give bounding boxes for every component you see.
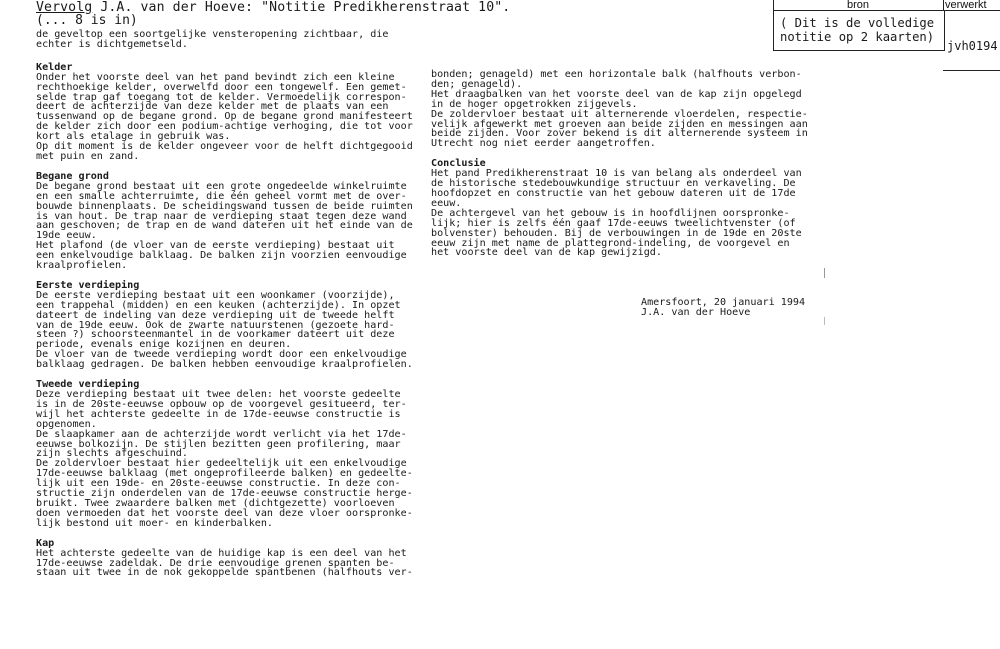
text-line: Het draagbalken van het voorste deel van de kap zijn opgelegd xyxy=(431,88,802,100)
stamp-note-line-1: ( Dit is de volledige xyxy=(780,16,935,30)
signature-block xyxy=(641,298,805,318)
section-heading: Kap xyxy=(36,537,55,549)
text-line: eeuw zijn met name de plattegrond-indeling, de voorgevel en xyxy=(431,237,790,249)
section-begane-grond xyxy=(36,172,413,271)
text-line: tussenwand op de begane grond. Op de begane grond manifesteert xyxy=(36,111,413,123)
stamp-note-box xyxy=(773,10,945,51)
text-line: is van hout. De trap naar de verdieping staat tegen deze wand xyxy=(36,210,407,222)
text-line: echter is dichtgemetseld. xyxy=(36,38,188,50)
text-line: bonden; genageld) met een horizontale balk (halfhouts verbon- xyxy=(431,69,802,80)
text-line: doen vermoeden dat het voorste deel van deze vloer oorspronke- xyxy=(36,507,413,519)
text-line: het voorste deel van de kap gewijzigd. xyxy=(431,247,662,259)
text-line: staan uit twee in de nok gekoppelde spantbenen (halfhouts ver- xyxy=(36,567,413,579)
text-line: steen ?) schoorsteenmantel in de voorkamer dateert uit deze xyxy=(36,329,395,341)
text-line: bolvenster) behouden. Bij de verbouwingen in de 19de en 20ste xyxy=(431,227,802,239)
stamp-code: jvh0194 xyxy=(947,39,998,53)
stamp-note xyxy=(780,16,934,44)
text-line: 17de-eeuwse balklaag (met ongeprofileerde balken) en gedeelte- xyxy=(36,468,413,480)
text-line: structie zijn onderdelen van de 17de-eeuwse constructie herge- xyxy=(36,488,413,500)
stamp-header-verwerkt: verwerkt xyxy=(945,0,987,11)
scan-mark xyxy=(824,317,825,325)
text-line: de historische stedebouwkundige structuur en verkaveling. De xyxy=(431,178,796,190)
document-title-rest: J.A. van der Hoeve: "Notitie Predikherenstraat 10". xyxy=(92,0,511,15)
text-line: selde trap gaf toegang tot de kelder. Vermoedelijk correspon- xyxy=(36,91,407,103)
text-line: den; genageld). xyxy=(431,78,523,90)
text-line: en een smalle achterruimte, die één geheel vormt met de over- xyxy=(36,190,407,202)
document-continued-note: (... 8 is in) xyxy=(36,13,138,28)
text-line: De zoldervloer bestaat uit alternerende vloerdelen, respectie- xyxy=(431,108,808,120)
text-line: opgenomen. xyxy=(36,418,97,430)
text-line: Het plafond (de vloer van de eerste verdieping) bestaat uit xyxy=(36,240,395,252)
text-line: deert de achterzijde van deze kelder met de plaats van een xyxy=(36,101,389,113)
text-line: in de hoger opgetrokken zijgevels. xyxy=(431,98,638,110)
signature-author: J.A. van der Hoeve xyxy=(641,306,751,318)
text-line: lijk; hier is zelfs één gaaf 17de-eeuws tweelichtvenster (of xyxy=(431,217,796,229)
section-heading: Conclusie xyxy=(431,158,486,170)
text-line: Het pand Predikherenstraat 10 is van belang als onderdeel van xyxy=(431,168,802,180)
text-line: wijl het achterste gedeelte in de 17de-eeuwse constructie is xyxy=(36,408,401,420)
text-line: lijk uit een 19de- en 20ste-eeuwse constructie. In deze con- xyxy=(36,478,401,490)
scan-mark xyxy=(824,268,825,278)
text-line: met puin en zand. xyxy=(36,150,140,162)
text-line: De begane grond bestaat uit een grote ongedeelde winkelruimte xyxy=(36,180,407,192)
section-heading: Kelder xyxy=(36,61,73,73)
text-line: dateert de indeling van deze verdieping uit de tweede helft xyxy=(36,309,395,321)
text-line: Utrecht nog niet eerder aangetroffen. xyxy=(431,138,656,150)
text-line: een enkelvoudige balklaag. De balken zijn voorzien eenvoudige xyxy=(36,250,407,262)
text-line: 17de-eeuwse zadeldak. De drie eenvoudige grenen spanten be- xyxy=(36,557,395,569)
text-line: periode, evenals enige kozijnen en deuren. xyxy=(36,339,292,351)
text-line: De slaapkamer aan de achterzijde wordt verlicht via het 17de- xyxy=(36,428,407,440)
text-line: lijk bestond uit moer- en kinderbalken. xyxy=(36,517,274,529)
section-kap-continued xyxy=(431,70,808,149)
text-line: De achtergevel van het gebouw is in hoofdlijnen oorspronke- xyxy=(431,207,790,219)
section-eerste-verdieping xyxy=(36,281,413,370)
stamp-divider-middle xyxy=(943,0,944,10)
section-heading: Begane grond xyxy=(36,170,109,182)
text-line: aan geschoven; de trap en de wand dateren uit het einde van de xyxy=(36,220,413,232)
text-line: de geveltop een soortgelijke vensteropening zichtbaar, die xyxy=(36,29,389,40)
text-line: De eerste verdieping bestaat uit een woonkamer (voorzijde), xyxy=(36,289,395,301)
text-line: van de 19de eeuw. Ook de zwarte natuurstenen (gezoete hard- xyxy=(36,319,395,331)
text-line: velijk afgewerkt met groeven aan beide zijden en messingen aan xyxy=(431,118,808,130)
text-line: De vloer van de tweede verdieping wordt door een enkelvoudige xyxy=(36,349,407,361)
section-heading: Eerste verdieping xyxy=(36,279,140,291)
section-conclusie xyxy=(431,159,808,258)
text-line: Op dit moment is de kelder ongeveer voor de helft dichtgegooid xyxy=(36,141,413,153)
text-line: bouwde binnenplaats. De scheidingswand tussen de beide ruimten xyxy=(36,200,413,212)
section-kap xyxy=(36,539,413,579)
text-line: beide zijden. Voor zover bekend is dit alternerende systeem in xyxy=(431,128,808,140)
text-line: 19de eeuw. xyxy=(36,230,97,242)
section-tweede-verdieping xyxy=(36,380,413,529)
stamp-note-line-2: notitie op 2 kaarten) xyxy=(780,30,935,44)
left-column xyxy=(36,30,413,578)
text-line: balklaag gedragen. De balken hebben eenvoudige kraalprofielen. xyxy=(36,359,413,371)
section-heading: Tweede verdieping xyxy=(36,379,140,391)
text-line: zijn slechts afgeschuind. xyxy=(36,448,188,460)
right-column xyxy=(431,70,808,258)
text-line: een trappehal (midden) en een keuken (achterzijde). In opzet xyxy=(36,299,401,311)
text-line: kraalprofielen. xyxy=(36,260,128,272)
text-line: Deze verdieping bestaat uit twee delen: het voorste gedeelte xyxy=(36,389,401,400)
text-line: eeuwse bolkozijn. De stijlen bezitten geen profilering, maar xyxy=(36,438,401,450)
text-line: kort als etalage in gebruik was. xyxy=(36,131,231,143)
section-kelder xyxy=(36,63,413,162)
text-line: rechthoekige kelder, overwelfd door een tongewelf. Een gemet- xyxy=(36,81,407,93)
text-line: hoofdopzet en constructie van het gebouw dateren uit de 17de xyxy=(431,187,796,199)
stamp-code-box xyxy=(943,10,1000,71)
document-title-prefix: Vervolg xyxy=(36,0,93,15)
text-line: Onder het voorste deel van het pand bevindt zich een kleine xyxy=(36,71,395,83)
text-line: De zoldervloer bestaat hier gedeeltelijk uit een enkelvoudige xyxy=(36,458,407,470)
text-line: eeuw. xyxy=(431,197,462,209)
text-line: Het achterste gedeelte van de huidige kap is een deel van het xyxy=(36,547,407,559)
intro-paragraph xyxy=(36,30,413,50)
text-line: de kelder zich door een podium-achtige verhoging, die tot voor xyxy=(36,121,413,133)
stamp-header-bron: bron xyxy=(846,0,870,11)
signature-place-date: Amersfoort, 20 januari 1994 xyxy=(641,297,806,308)
text-line: is in de 20ste-eeuwse opbouw op de voorgevel gesitueerd, ter- xyxy=(36,398,407,410)
text-line: bruikt. Twee zwaardere balken met (dichtgezette) voorloeven xyxy=(36,497,395,509)
